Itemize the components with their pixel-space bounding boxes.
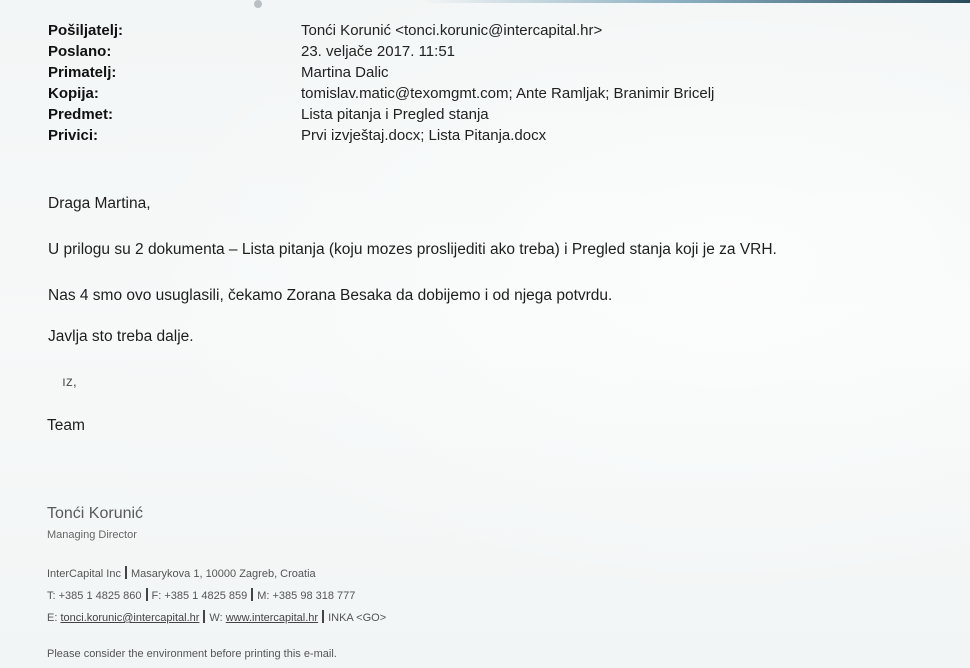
scan-speck — [254, 0, 262, 8]
header-value: Lista pitanja i Pregled stanja — [301, 106, 489, 123]
separator-bar — [203, 610, 205, 623]
signature-web-link[interactable]: www.intercapital.hr — [225, 612, 319, 624]
header-value: Martina Dalic — [301, 64, 389, 81]
closing: ız, — [62, 373, 77, 389]
separator-bar — [251, 588, 253, 601]
signature-phone-line — [47, 588, 355, 602]
header-row-recipient — [48, 62, 948, 83]
body-paragraph: Javlja sto treba dalje. — [48, 328, 194, 345]
header-label: Pošiljatelj: — [48, 22, 124, 39]
header-row-sender — [48, 20, 948, 41]
header-row-sent — [48, 41, 948, 62]
email-header — [48, 20, 948, 146]
signature-contact-line — [47, 610, 386, 624]
signature-name: Tonći Korunić — [47, 505, 144, 522]
header-label: Privici: — [48, 127, 99, 144]
header-label: Kopija: — [48, 85, 99, 102]
header-value: tomislav.matic@texomgmt.com; Ante Ramljak; Branimir Bricelj — [301, 85, 715, 102]
greeting: Draga Martina, — [48, 195, 151, 212]
signature-web-label: W: — [209, 612, 223, 624]
header-label: Predmet: — [48, 106, 114, 123]
header-value: 23. veljače 2017. 11:51 — [301, 43, 456, 60]
header-label: Poslano: — [48, 43, 112, 60]
team-signoff: Team — [47, 417, 85, 434]
separator-bar — [322, 610, 324, 623]
signature-mobile: M: +385 98 318 777 — [257, 590, 356, 602]
header-row-cc — [48, 83, 948, 104]
signature-email-link[interactable]: tonci.korunic@intercapital.hr — [60, 612, 200, 624]
signature-company: InterCapital Inc — [47, 568, 121, 580]
header-value: Tonći Korunić <tonci.korunic@intercapital.hr> — [301, 22, 603, 39]
separator-bar — [146, 588, 148, 601]
body-paragraph: Nas 4 smo ovo usuglasili, čekamo Zorana Besaka da dobijemo i od njega potvrdu. — [48, 287, 613, 304]
environment-note: Please consider the environment before printing this e-mail. — [47, 648, 337, 660]
header-row-subject — [48, 104, 948, 125]
header-label: Primatelj: — [48, 64, 117, 81]
signature-company-line — [47, 566, 316, 580]
body-paragraph: U prilogu su 2 dokumenta – Lista pitanja (koju mozes proslijediti ako treba) i Pregled stanja koji je za VRH. — [48, 241, 777, 258]
header-value: Prvi izvještaj.docx; Lista Pitanja.docx — [301, 127, 547, 144]
page-top-edge — [420, 0, 970, 3]
signature-role: Managing Director — [47, 529, 137, 541]
signature-email-label: E: — [47, 612, 58, 624]
separator-bar — [125, 566, 127, 579]
signature-address: Masarykova 1, 10000 Zagreb, Croatia — [130, 568, 316, 580]
signature-fax: F: +385 1 4825 859 — [151, 590, 248, 602]
signature-inka: INKA <GO> — [328, 612, 387, 624]
signature-phone: T: +385 1 4825 860 — [47, 590, 142, 602]
header-row-attachments — [48, 125, 948, 146]
